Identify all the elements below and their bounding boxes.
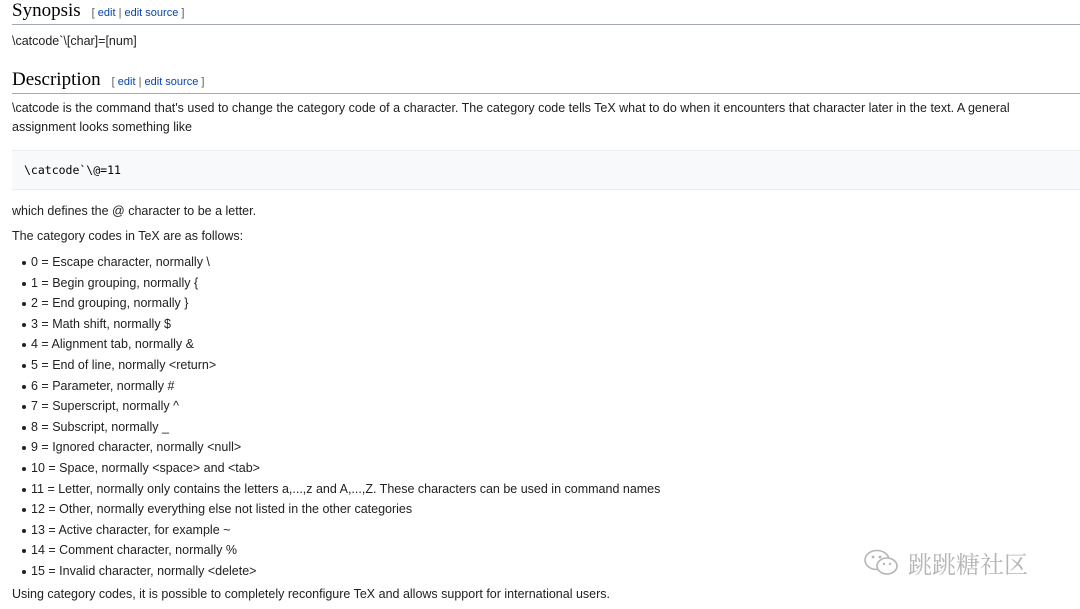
watermark [862,545,1028,580]
category-item: 12 = Other, normally everything else not listed in the other categories [22,499,1080,520]
category-item: 8 = Subscript, normally _ [22,417,1080,438]
description-heading [12,69,1080,94]
category-item: 0 = Escape character, normally \ [22,252,1080,273]
category-list-intro: The category codes in TeX are as follows: [12,229,244,243]
watermark-text: 跳跳糖社区 [908,551,1028,579]
wechat-icon [862,548,902,578]
code-block: \catcode`\@=11 [12,150,1080,190]
category-item: 11 = Letter, normally only contains the letters a,...,z and A,...,Z. These characters can be used in command names [22,479,1080,500]
category-item: 14 = Comment character, normally % [22,540,1080,561]
category-item: 3 = Math shift, normally $ [22,314,1080,335]
category-item: 1 = Begin grouping, normally { [22,273,1080,294]
closing-paragraph: Using category codes, it is possible to completely reconfigure TeX and allows support for international users. [12,586,610,601]
synopsis-syntax: \catcode`\[char]=[num] [12,34,137,48]
category-item: 5 = End of line, normally <return> [22,355,1080,376]
synopsis-title: Synopsis [12,0,81,21]
code-explanation: which defines the @ character to be a letter. [12,204,257,218]
category-item: 13 = Active character, for example ~ [22,520,1080,541]
description-edit-source-link[interactable]: edit source [144,76,199,88]
category-item: 6 = Parameter, normally # [22,376,1080,397]
category-item: 10 = Space, normally <space> and <tab> [22,458,1080,479]
synopsis-edit-section: [ edit | edit source ] [91,7,185,19]
synopsis-heading [12,0,1080,25]
description-edit-section: [ edit | edit source ] [111,76,205,88]
description-edit-link[interactable]: edit [117,76,136,88]
category-item: 2 = End grouping, normally } [22,293,1080,314]
category-item: 15 = Invalid character, normally <delete> [22,561,1080,582]
description-title: Description [12,69,101,90]
category-item: 9 = Ignored character, normally <null> [22,437,1080,458]
article-content [12,0,1080,604]
synopsis-edit-source-link[interactable]: edit source [124,7,179,19]
description-intro: \catcode is the command that's used to change the category code of a character. The category code tells TeX what to do when it encounters that character later in the text. A general assignment looks something like [12,101,1010,134]
category-item: 4 = Alignment tab, normally & [22,334,1080,355]
category-item: 7 = Superscript, normally ^ [22,396,1080,417]
synopsis-edit-link[interactable]: edit [97,7,116,19]
category-code-list [12,252,1080,582]
